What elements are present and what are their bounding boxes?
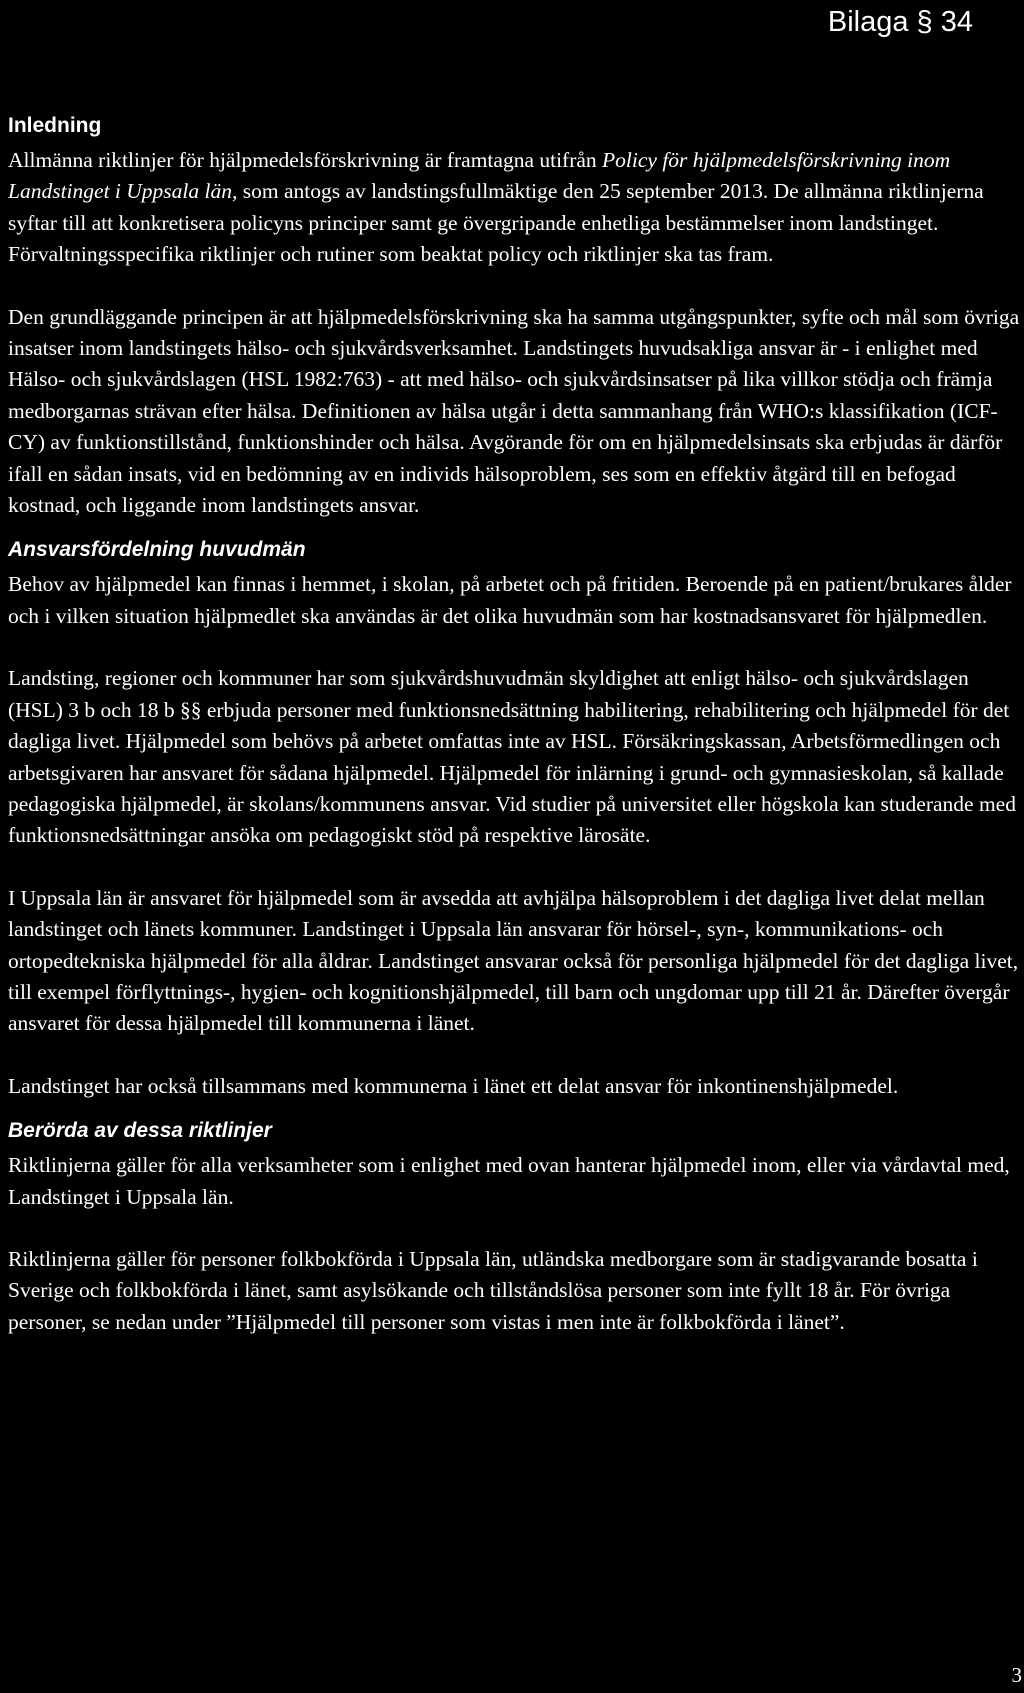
intro-paragraph-1 (8, 145, 1020, 271)
responsibility-paragraph-2: Landsting, regioner och kommuner har som sjukvårdshuvudmän skyldighet att enligt hälso- och sjukvårdslagen (HSL) 3 b och 18 b §§ erbjuda personer med funktionsnedsättning habilitering, rehabilitering och hjälpmedel för det dagliga livet. Hjälpmedel som behövs på arbetet omfattas inte av HSL. Försäkringskassan, Arbetsförmedlingen och arbetsgivaren har ansvaret för sådana hjälpmedel. Hjälpmedel för inlärning i grund- och gymnasieskolan, så kallade pedagogiska hjälpmedel, är skolans/kommunens ansvar. Vid studier på universitet eller högskola kan studerande med funktionsnedsättningar ansöka om pedagogiskt stöd på respektive lärosäte. (8, 666, 1016, 848)
heading-inledning: Inledning (8, 114, 102, 137)
affected-paragraph-1: Riktlinjerna gäller för alla verksamheter som i enlighet med ovan hanterar hjälpmedel inom, eller via vårdavtal med, Landstinget i Uppsala län. (8, 1153, 1010, 1209)
document-content (8, 111, 1020, 1338)
responsibility-paragraph-4: Landstinget har också tillsammans med kommunerna i länet ett delat ansvar för inkontinenshjälpmedel. (8, 1073, 899, 1098)
affected-paragraph-2: Riktlinjerna gäller för personer folkbokförda i Uppsala län, utländska medborgare som är stadigvarande bosatta i Sverige och folkbokförda i länet, samt asylsökande och tillståndslösa personer som inte fyllt 18 år. För övriga personer, se nedan under ”Hjälpmedel till personer som vistas i men inte är folkbokförda i länet”. (8, 1246, 978, 1334)
intro-p1-lead: Allmänna riktlinjer för hjälpmedelsförskrivning är framtagna utifrån (8, 148, 603, 172)
page-number: 3 (1011, 1663, 1022, 1687)
appendix-label: Bilaga § 34 (827, 6, 973, 38)
responsibility-paragraph-3: I Uppsala län är ansvaret för hjälpmedel som är avsedda att avhjälpa hälsoproblem i det dagliga livet delat mellan landstinget och länets kommuner. Landstinget i Uppsala län ansvarar för hörsel-, syn-, kommunikations- och ortopedtekniska hjälpmedel för alla åldrar. Landstinget ansvarar också för personliga hjälpmedel för det dagliga livet, till exempel förflyttnings-, hygien- och kognitionshjälpmedel, till barn och ungdomar upp till 21 år. Därefter övergår ansvaret för dessa hjälpmedel till kommunerna i länet. (8, 885, 1019, 1036)
responsibility-paragraph-1: Behov av hjälpmedel kan finnas i hemmet, i skolan, på arbetet och på fritiden. Beroende på en patient/brukares ålder och i vilken situation hjälpmedlet ska användas är det olika huvudmän som har kostnadsansvaret för hjälpmedlen. (8, 572, 1012, 628)
policy-title: Policy för hjälpmedelsförskrivning inom Landstinget i Uppsala län, (8, 148, 951, 204)
intro-paragraph-2: Den grundläggande principen är att hjälpmedelsförskrivning ska ha samma utgångspunkter, syfte och mål som övriga insatser inom landstingets hälso- och sjukvårdsverksamhet. Landstingets huvudsakliga ansvar är - i enlighet med Hälso- och sjukvårdslagen (HSL 1982:763) - att med hälso- och sjukvårdsinsatser på lika villkor stödja och främja medborgarnas strävan efter hälsa. Definitionen av hälsa utgår i detta sammanhang från WHO:s klassifikation (ICF-CY) av funktionstillstånd, funktionshinder och hälsa. Avgörande för om en hjälpmedelsinsats ska erbjudas är därför ifall en sådan insats, vid en bedömning av en individs hälsoproblem, ses som en effektiv åtgärd till en befogad kostnad, och liggande inom landstingets ansvar. (8, 304, 1020, 518)
intro-p1-rest: som antogs av landstingsfullmäktige den 25 september 2013. De allmänna riktlinjerna syftar till att konkretisera policyns principer samt ge övergripande enhetliga bestämmelser inom landstinget. Förvaltningsspecifika riktlinjer och rutiner som beaktat policy och riktlinjer ska tas fram. (8, 179, 984, 267)
heading-berorda: Berörda av dessa riktlinjer (8, 1119, 272, 1143)
heading-ansvarsfordelning: Ansvarsfördelning huvudmän (8, 538, 306, 562)
